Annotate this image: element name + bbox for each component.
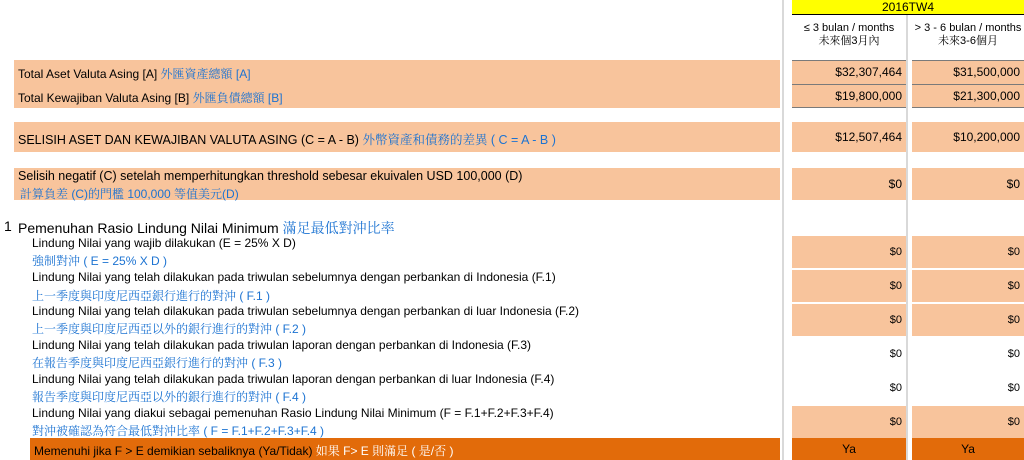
column-header-1-line2: 未來個3月內 xyxy=(818,35,880,47)
selisih-negatif-label-zh: 計算負差 (C)的門檻 100,000 等值美元(D) xyxy=(20,187,239,201)
total-aset-value-2[interactable]: $31,500,000 xyxy=(912,60,1024,84)
column-header-2-line1: > 3 - 6 bulan / months xyxy=(914,22,1022,34)
column-header-2 xyxy=(912,22,1024,48)
f-value-1[interactable]: $0 xyxy=(792,406,906,438)
f-label-zh: 對沖被確認為符合最低對沖比率 ( F = F.1+F.2+F.3+F.4 ) xyxy=(32,424,325,438)
selisih-value-2[interactable]: $10,200,000 xyxy=(912,122,1024,152)
total-kewajiban-value-1[interactable]: $19,800,000 xyxy=(792,84,906,108)
f1-value-2[interactable]: $0 xyxy=(912,270,1024,302)
section-title: Pemenuhan Rasio Lindung Nilai Minimum 滿足最低對沖比率 xyxy=(18,220,395,236)
column-separator xyxy=(782,0,784,460)
f1-label-zh: 上一季度與印度尼西亞銀行進行的對沖 ( F.1 ) xyxy=(32,289,271,303)
total-kewajiban-value-2[interactable]: $21,300,000 xyxy=(912,84,1024,108)
f-label: Lindung Nilai yang diakui sebagai pemenuhan Rasio Lindung Nilai Minimum (F = F.1+F.2+F.3+F.4) xyxy=(32,406,554,420)
memenuhi-value-2[interactable]: Ya xyxy=(912,438,1024,460)
column-header-1-line1: ≤ 3 bulan / months xyxy=(803,22,895,34)
f2-value-2[interactable]: $0 xyxy=(912,304,1024,336)
f3-value-2[interactable]: $0 xyxy=(1007,348,1020,360)
e-value-2[interactable]: $0 xyxy=(912,236,1024,268)
total-aset-value-1[interactable]: $32,307,464 xyxy=(792,60,906,84)
total-aset-label: Total Aset Valuta Asing [A] 外匯資產總額 [A] xyxy=(18,67,251,81)
e-label: Lindung Nilai yang wajib dilakukan (E = 25% X D) xyxy=(32,236,296,250)
f1-value-1[interactable]: $0 xyxy=(792,270,906,302)
f4-label-zh: 報告季度與印度尼西亞以外的銀行進行的對沖 ( F.4 ) xyxy=(32,390,307,404)
f2-label: Lindung Nilai yang telah dilakukan pada triwulan sebelumnya dengan perbankan di luar Indonesia (F.2) xyxy=(32,304,580,318)
f2-value-1[interactable]: $0 xyxy=(792,304,906,336)
f2-label-zh: 上一季度與印度尼西亞以外的銀行進行的對沖 ( F.2 ) xyxy=(32,322,307,336)
f1-label: Lindung Nilai yang telah dilakukan pada triwulan sebelumnya dengan perbankan di Indonesia (F.1) xyxy=(32,270,556,284)
selisih-label: SELISIH ASET DAN KEWAJIBAN VALUTA ASING (C = A - B) 外幣資產和債務的差異 ( C = A - B ) xyxy=(18,133,556,147)
f3-label-zh: 在報告季度與印度尼西亞銀行進行的對沖 ( F.3 ) xyxy=(32,356,283,370)
e-label-zh: 強制對沖 ( E = 25% X D ) xyxy=(32,254,168,268)
column-separator xyxy=(906,0,908,460)
f3-value-1[interactable]: $0 xyxy=(889,348,902,360)
selisih-negatif-label: Selisih negatif (C) setelah memperhitungkan threshold sebesar ekuivalen USD 100,000 (D) xyxy=(18,169,523,183)
memenuhi-value-1[interactable]: Ya xyxy=(792,438,906,460)
f3-label: Lindung Nilai yang telah dilakukan pada triwulan laporan dengan perbankan di Indonesia (F.3) xyxy=(32,338,532,352)
column-header-1 xyxy=(792,22,906,48)
period-header: 2016TW4 xyxy=(792,0,1024,15)
selisih-negatif-value-2[interactable]: $0 xyxy=(912,168,1024,200)
memenuhi-label: Memenuhi jika F > E demikian sebaliknya (Ya/Tidak) 如果 F> E 則滿足 ( 是/否 ) xyxy=(34,444,454,458)
total-kewajiban-label: Total Kewajiban Valuta Asing [B] 外匯負債總額 [B] xyxy=(18,91,283,105)
f4-value-1[interactable]: $0 xyxy=(889,382,902,394)
f4-label: Lindung Nilai yang telah dilakukan pada triwulan laporan dengan perbankan di luar Indonesia (F.4) xyxy=(32,372,555,386)
section-number: 1 xyxy=(4,218,12,234)
f4-value-2[interactable]: $0 xyxy=(1007,382,1020,394)
e-value-1[interactable]: $0 xyxy=(792,236,906,268)
selisih-value-1[interactable]: $12,507,464 xyxy=(792,122,906,152)
column-header-2-line2: 未來3-6個月 xyxy=(938,35,998,47)
selisih-negatif-value-1[interactable]: $0 xyxy=(792,168,906,200)
f-value-2[interactable]: $0 xyxy=(912,406,1024,438)
